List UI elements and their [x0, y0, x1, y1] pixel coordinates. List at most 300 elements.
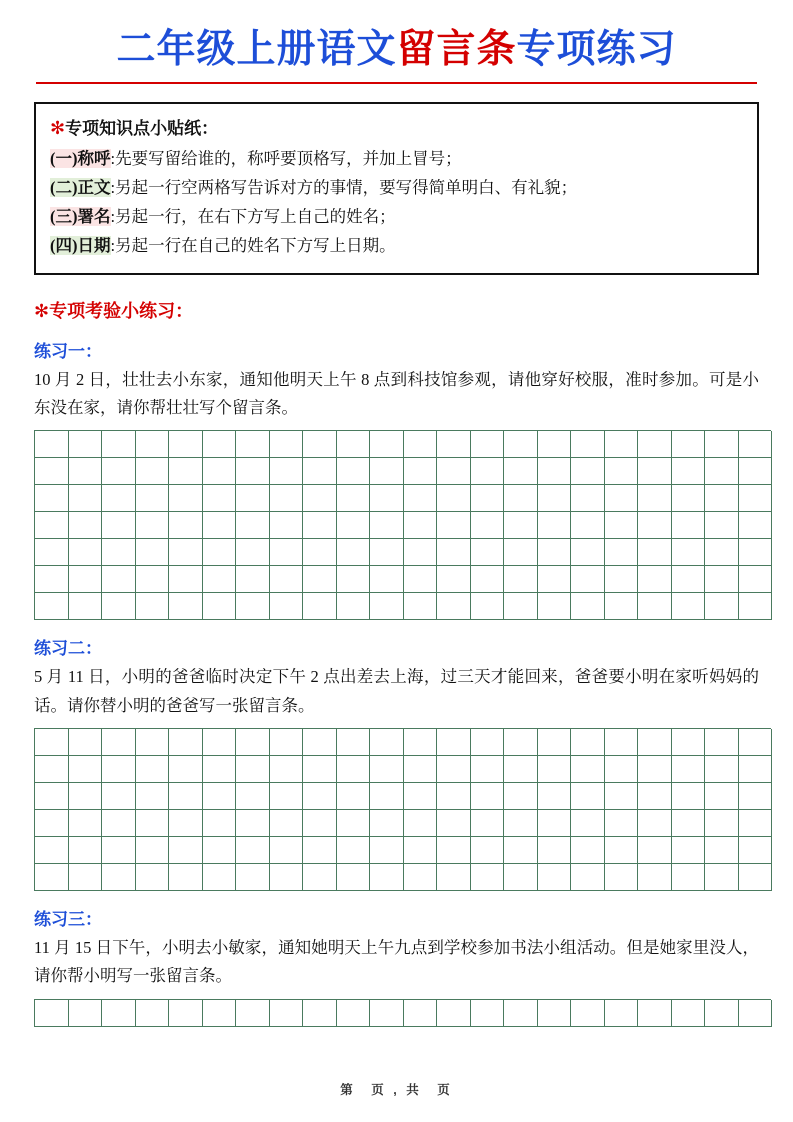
grid-cell[interactable]: [404, 566, 438, 593]
grid-cell[interactable]: [303, 810, 337, 837]
grid-cell[interactable]: [370, 512, 404, 539]
grid-cell[interactable]: [169, 864, 203, 891]
grid-cell[interactable]: [102, 458, 136, 485]
grid-cell[interactable]: [35, 837, 69, 864]
grid-cell[interactable]: [705, 756, 739, 783]
grid-cell[interactable]: [739, 810, 773, 837]
grid-cell[interactable]: [203, 756, 237, 783]
grid-cell[interactable]: [538, 485, 572, 512]
grid-cell[interactable]: [739, 729, 773, 756]
grid-cell[interactable]: [538, 566, 572, 593]
grid-cell[interactable]: [303, 458, 337, 485]
grid-cell[interactable]: [69, 837, 103, 864]
grid-cell[interactable]: [337, 593, 371, 620]
grid-cell[interactable]: [136, 566, 170, 593]
grid-cell[interactable]: [504, 756, 538, 783]
grid-cell[interactable]: [102, 512, 136, 539]
grid-cell[interactable]: [203, 485, 237, 512]
grid-cell[interactable]: [337, 837, 371, 864]
grid-cell[interactable]: [337, 756, 371, 783]
grid-cell[interactable]: [337, 566, 371, 593]
grid-cell[interactable]: [236, 431, 270, 458]
grid-cell[interactable]: [236, 593, 270, 620]
grid-cell[interactable]: [471, 566, 505, 593]
grid-cell[interactable]: [571, 864, 605, 891]
grid-cell[interactable]: [404, 1000, 438, 1027]
grid-cell[interactable]: [270, 864, 304, 891]
grid-cell[interactable]: [504, 512, 538, 539]
grid-cell[interactable]: [404, 485, 438, 512]
grid-cell[interactable]: [739, 431, 773, 458]
grid-cell[interactable]: [705, 783, 739, 810]
grid-cell[interactable]: [638, 431, 672, 458]
grid-cell[interactable]: [35, 512, 69, 539]
grid-cell[interactable]: [471, 458, 505, 485]
grid-cell[interactable]: [370, 810, 404, 837]
grid-cell[interactable]: [270, 566, 304, 593]
grid-cell[interactable]: [236, 810, 270, 837]
grid-cell[interactable]: [739, 837, 773, 864]
exercise-3-answer-grid[interactable]: [34, 999, 771, 1027]
grid-cell[interactable]: [370, 1000, 404, 1027]
grid-cell[interactable]: [270, 593, 304, 620]
grid-cell[interactable]: [471, 810, 505, 837]
grid-cell[interactable]: [471, 539, 505, 566]
grid-cell[interactable]: [102, 593, 136, 620]
grid-cell[interactable]: [638, 729, 672, 756]
grid-cell[interactable]: [605, 512, 639, 539]
grid-cell[interactable]: [471, 593, 505, 620]
grid-cell[interactable]: [203, 539, 237, 566]
grid-cell[interactable]: [102, 1000, 136, 1027]
grid-cell[interactable]: [303, 539, 337, 566]
grid-cell[interactable]: [638, 566, 672, 593]
grid-cell[interactable]: [638, 783, 672, 810]
grid-cell[interactable]: [571, 539, 605, 566]
grid-cell[interactable]: [638, 756, 672, 783]
grid-cell[interactable]: [35, 810, 69, 837]
grid-cell[interactable]: [672, 593, 706, 620]
grid-cell[interactable]: [538, 593, 572, 620]
grid-cell[interactable]: [337, 431, 371, 458]
grid-cell[interactable]: [203, 729, 237, 756]
grid-cell[interactable]: [203, 458, 237, 485]
grid-cell[interactable]: [102, 485, 136, 512]
grid-cell[interactable]: [739, 1000, 773, 1027]
grid-cell[interactable]: [136, 864, 170, 891]
grid-cell[interactable]: [136, 458, 170, 485]
grid-cell[interactable]: [35, 539, 69, 566]
grid-cell[interactable]: [303, 729, 337, 756]
grid-cell[interactable]: [571, 566, 605, 593]
grid-cell[interactable]: [672, 539, 706, 566]
grid-cell[interactable]: [236, 864, 270, 891]
grid-cell[interactable]: [303, 512, 337, 539]
grid-cell[interactable]: [605, 864, 639, 891]
grid-cell[interactable]: [638, 1000, 672, 1027]
grid-cell[interactable]: [270, 729, 304, 756]
grid-cell[interactable]: [169, 458, 203, 485]
exercise-2-answer-grid[interactable]: [34, 728, 771, 891]
grid-cell[interactable]: [471, 512, 505, 539]
grid-cell[interactable]: [169, 431, 203, 458]
grid-cell[interactable]: [672, 566, 706, 593]
grid-cell[interactable]: [705, 1000, 739, 1027]
grid-cell[interactable]: [672, 485, 706, 512]
grid-cell[interactable]: [471, 837, 505, 864]
grid-cell[interactable]: [236, 1000, 270, 1027]
grid-cell[interactable]: [203, 512, 237, 539]
grid-cell[interactable]: [136, 485, 170, 512]
grid-cell[interactable]: [739, 783, 773, 810]
grid-cell[interactable]: [504, 458, 538, 485]
grid-cell[interactable]: [404, 458, 438, 485]
grid-cell[interactable]: [739, 539, 773, 566]
grid-cell[interactable]: [404, 539, 438, 566]
grid-cell[interactable]: [370, 729, 404, 756]
grid-cell[interactable]: [337, 864, 371, 891]
grid-cell[interactable]: [136, 837, 170, 864]
grid-cell[interactable]: [370, 756, 404, 783]
grid-cell[interactable]: [136, 1000, 170, 1027]
grid-cell[interactable]: [739, 566, 773, 593]
grid-cell[interactable]: [370, 566, 404, 593]
grid-cell[interactable]: [571, 837, 605, 864]
grid-cell[interactable]: [102, 810, 136, 837]
grid-cell[interactable]: [169, 837, 203, 864]
grid-cell[interactable]: [705, 729, 739, 756]
grid-cell[interactable]: [437, 1000, 471, 1027]
grid-cell[interactable]: [471, 783, 505, 810]
grid-cell[interactable]: [504, 837, 538, 864]
grid-cell[interactable]: [404, 864, 438, 891]
grid-cell[interactable]: [270, 431, 304, 458]
grid-cell[interactable]: [370, 458, 404, 485]
grid-cell[interactable]: [69, 729, 103, 756]
grid-cell[interactable]: [270, 1000, 304, 1027]
grid-cell[interactable]: [739, 593, 773, 620]
grid-cell[interactable]: [270, 485, 304, 512]
grid-cell[interactable]: [303, 566, 337, 593]
grid-cell[interactable]: [471, 431, 505, 458]
grid-cell[interactable]: [337, 810, 371, 837]
grid-cell[interactable]: [605, 539, 639, 566]
grid-cell[interactable]: [437, 593, 471, 620]
grid-cell[interactable]: [705, 512, 739, 539]
grid-cell[interactable]: [69, 431, 103, 458]
grid-cell[interactable]: [638, 458, 672, 485]
grid-cell[interactable]: [236, 458, 270, 485]
grid-cell[interactable]: [169, 593, 203, 620]
grid-cell[interactable]: [35, 431, 69, 458]
grid-cell[interactable]: [538, 1000, 572, 1027]
grid-cell[interactable]: [136, 810, 170, 837]
grid-cell[interactable]: [337, 512, 371, 539]
grid-cell[interactable]: [270, 512, 304, 539]
grid-cell[interactable]: [739, 864, 773, 891]
grid-cell[interactable]: [504, 1000, 538, 1027]
grid-cell[interactable]: [538, 864, 572, 891]
grid-cell[interactable]: [605, 593, 639, 620]
grid-cell[interactable]: [705, 810, 739, 837]
grid-cell[interactable]: [35, 458, 69, 485]
grid-cell[interactable]: [270, 837, 304, 864]
grid-cell[interactable]: [270, 783, 304, 810]
grid-cell[interactable]: [136, 593, 170, 620]
grid-cell[interactable]: [35, 566, 69, 593]
grid-cell[interactable]: [437, 729, 471, 756]
grid-cell[interactable]: [538, 539, 572, 566]
grid-cell[interactable]: [303, 864, 337, 891]
grid-cell[interactable]: [504, 810, 538, 837]
grid-cell[interactable]: [236, 756, 270, 783]
grid-cell[interactable]: [571, 485, 605, 512]
grid-cell[interactable]: [35, 783, 69, 810]
grid-cell[interactable]: [35, 756, 69, 783]
grid-cell[interactable]: [69, 593, 103, 620]
grid-cell[interactable]: [605, 431, 639, 458]
grid-cell[interactable]: [672, 864, 706, 891]
grid-cell[interactable]: [404, 837, 438, 864]
grid-cell[interactable]: [69, 783, 103, 810]
grid-cell[interactable]: [270, 810, 304, 837]
grid-cell[interactable]: [203, 837, 237, 864]
grid-cell[interactable]: [69, 1000, 103, 1027]
grid-cell[interactable]: [203, 566, 237, 593]
grid-cell[interactable]: [437, 458, 471, 485]
grid-cell[interactable]: [370, 593, 404, 620]
grid-cell[interactable]: [538, 512, 572, 539]
grid-cell[interactable]: [303, 783, 337, 810]
grid-cell[interactable]: [571, 783, 605, 810]
grid-cell[interactable]: [203, 810, 237, 837]
grid-cell[interactable]: [705, 539, 739, 566]
grid-cell[interactable]: [203, 593, 237, 620]
grid-cell[interactable]: [136, 431, 170, 458]
grid-cell[interactable]: [538, 756, 572, 783]
grid-cell[interactable]: [404, 783, 438, 810]
grid-cell[interactable]: [303, 756, 337, 783]
grid-cell[interactable]: [404, 810, 438, 837]
grid-cell[interactable]: [370, 539, 404, 566]
grid-cell[interactable]: [705, 458, 739, 485]
grid-cell[interactable]: [672, 512, 706, 539]
grid-cell[interactable]: [303, 485, 337, 512]
grid-cell[interactable]: [705, 837, 739, 864]
grid-cell[interactable]: [471, 729, 505, 756]
grid-cell[interactable]: [504, 864, 538, 891]
grid-cell[interactable]: [35, 864, 69, 891]
grid-cell[interactable]: [437, 566, 471, 593]
grid-cell[interactable]: [102, 783, 136, 810]
grid-cell[interactable]: [303, 837, 337, 864]
grid-cell[interactable]: [638, 539, 672, 566]
grid-cell[interactable]: [169, 512, 203, 539]
grid-cell[interactable]: [672, 837, 706, 864]
grid-cell[interactable]: [370, 864, 404, 891]
grid-cell[interactable]: [672, 1000, 706, 1027]
grid-cell[interactable]: [136, 539, 170, 566]
grid-cell[interactable]: [169, 1000, 203, 1027]
grid-cell[interactable]: [504, 593, 538, 620]
grid-cell[interactable]: [605, 485, 639, 512]
grid-cell[interactable]: [303, 1000, 337, 1027]
grid-cell[interactable]: [136, 783, 170, 810]
grid-cell[interactable]: [672, 810, 706, 837]
grid-cell[interactable]: [605, 566, 639, 593]
grid-cell[interactable]: [437, 431, 471, 458]
exercise-1-answer-grid[interactable]: [34, 430, 771, 620]
grid-cell[interactable]: [705, 864, 739, 891]
grid-cell[interactable]: [739, 756, 773, 783]
grid-cell[interactable]: [471, 1000, 505, 1027]
grid-cell[interactable]: [437, 810, 471, 837]
grid-cell[interactable]: [437, 485, 471, 512]
grid-cell[interactable]: [236, 729, 270, 756]
grid-cell[interactable]: [571, 810, 605, 837]
grid-cell[interactable]: [705, 566, 739, 593]
grid-cell[interactable]: [203, 864, 237, 891]
grid-cell[interactable]: [35, 485, 69, 512]
grid-cell[interactable]: [471, 756, 505, 783]
grid-cell[interactable]: [370, 783, 404, 810]
grid-cell[interactable]: [672, 431, 706, 458]
grid-cell[interactable]: [504, 485, 538, 512]
grid-cell[interactable]: [35, 1000, 69, 1027]
grid-cell[interactable]: [638, 810, 672, 837]
grid-cell[interactable]: [169, 756, 203, 783]
grid-cell[interactable]: [136, 756, 170, 783]
grid-cell[interactable]: [69, 512, 103, 539]
grid-cell[interactable]: [605, 1000, 639, 1027]
grid-cell[interactable]: [270, 539, 304, 566]
grid-cell[interactable]: [504, 566, 538, 593]
grid-cell[interactable]: [437, 756, 471, 783]
grid-cell[interactable]: [169, 783, 203, 810]
grid-cell[interactable]: [169, 485, 203, 512]
grid-cell[interactable]: [672, 458, 706, 485]
grid-cell[interactable]: [571, 431, 605, 458]
grid-cell[interactable]: [270, 756, 304, 783]
grid-cell[interactable]: [404, 729, 438, 756]
grid-cell[interactable]: [69, 810, 103, 837]
grid-cell[interactable]: [571, 458, 605, 485]
grid-cell[interactable]: [538, 810, 572, 837]
grid-cell[interactable]: [571, 512, 605, 539]
grid-cell[interactable]: [605, 783, 639, 810]
grid-cell[interactable]: [437, 783, 471, 810]
grid-cell[interactable]: [35, 593, 69, 620]
grid-cell[interactable]: [303, 431, 337, 458]
grid-cell[interactable]: [638, 837, 672, 864]
grid-cell[interactable]: [538, 783, 572, 810]
grid-cell[interactable]: [102, 431, 136, 458]
grid-cell[interactable]: [672, 756, 706, 783]
grid-cell[interactable]: [571, 593, 605, 620]
grid-cell[interactable]: [337, 783, 371, 810]
grid-cell[interactable]: [739, 485, 773, 512]
grid-cell[interactable]: [404, 512, 438, 539]
grid-cell[interactable]: [236, 837, 270, 864]
grid-cell[interactable]: [102, 539, 136, 566]
grid-cell[interactable]: [672, 783, 706, 810]
grid-cell[interactable]: [169, 539, 203, 566]
grid-cell[interactable]: [571, 1000, 605, 1027]
grid-cell[interactable]: [370, 837, 404, 864]
grid-cell[interactable]: [69, 485, 103, 512]
grid-cell[interactable]: [605, 458, 639, 485]
grid-cell[interactable]: [538, 729, 572, 756]
grid-cell[interactable]: [236, 512, 270, 539]
grid-cell[interactable]: [437, 539, 471, 566]
grid-cell[interactable]: [605, 729, 639, 756]
grid-cell[interactable]: [35, 729, 69, 756]
grid-cell[interactable]: [337, 1000, 371, 1027]
grid-cell[interactable]: [705, 593, 739, 620]
grid-cell[interactable]: [236, 783, 270, 810]
grid-cell[interactable]: [136, 512, 170, 539]
grid-cell[interactable]: [437, 512, 471, 539]
grid-cell[interactable]: [102, 566, 136, 593]
grid-cell[interactable]: [571, 756, 605, 783]
grid-cell[interactable]: [337, 485, 371, 512]
grid-cell[interactable]: [203, 783, 237, 810]
grid-cell[interactable]: [437, 864, 471, 891]
grid-cell[interactable]: [69, 864, 103, 891]
grid-cell[interactable]: [203, 1000, 237, 1027]
grid-cell[interactable]: [404, 431, 438, 458]
grid-cell[interactable]: [504, 431, 538, 458]
grid-cell[interactable]: [571, 729, 605, 756]
grid-cell[interactable]: [236, 539, 270, 566]
grid-cell[interactable]: [337, 539, 371, 566]
grid-cell[interactable]: [169, 566, 203, 593]
grid-cell[interactable]: [404, 593, 438, 620]
grid-cell[interactable]: [504, 539, 538, 566]
grid-cell[interactable]: [638, 864, 672, 891]
grid-cell[interactable]: [69, 566, 103, 593]
grid-cell[interactable]: [370, 431, 404, 458]
grid-cell[interactable]: [504, 783, 538, 810]
grid-cell[interactable]: [270, 458, 304, 485]
grid-cell[interactable]: [169, 729, 203, 756]
grid-cell[interactable]: [136, 729, 170, 756]
grid-cell[interactable]: [605, 756, 639, 783]
grid-cell[interactable]: [672, 729, 706, 756]
grid-cell[interactable]: [538, 458, 572, 485]
grid-cell[interactable]: [236, 485, 270, 512]
grid-cell[interactable]: [102, 837, 136, 864]
grid-cell[interactable]: [471, 485, 505, 512]
grid-cell[interactable]: [337, 729, 371, 756]
grid-cell[interactable]: [638, 593, 672, 620]
grid-cell[interactable]: [605, 810, 639, 837]
grid-cell[interactable]: [538, 431, 572, 458]
grid-cell[interactable]: [303, 593, 337, 620]
grid-cell[interactable]: [337, 458, 371, 485]
grid-cell[interactable]: [705, 485, 739, 512]
grid-cell[interactable]: [69, 539, 103, 566]
grid-cell[interactable]: [370, 485, 404, 512]
grid-cell[interactable]: [236, 566, 270, 593]
grid-cell[interactable]: [69, 756, 103, 783]
grid-cell[interactable]: [605, 837, 639, 864]
grid-cell[interactable]: [404, 756, 438, 783]
grid-cell[interactable]: [739, 458, 773, 485]
grid-cell[interactable]: [203, 431, 237, 458]
grid-cell[interactable]: [169, 810, 203, 837]
grid-cell[interactable]: [504, 729, 538, 756]
